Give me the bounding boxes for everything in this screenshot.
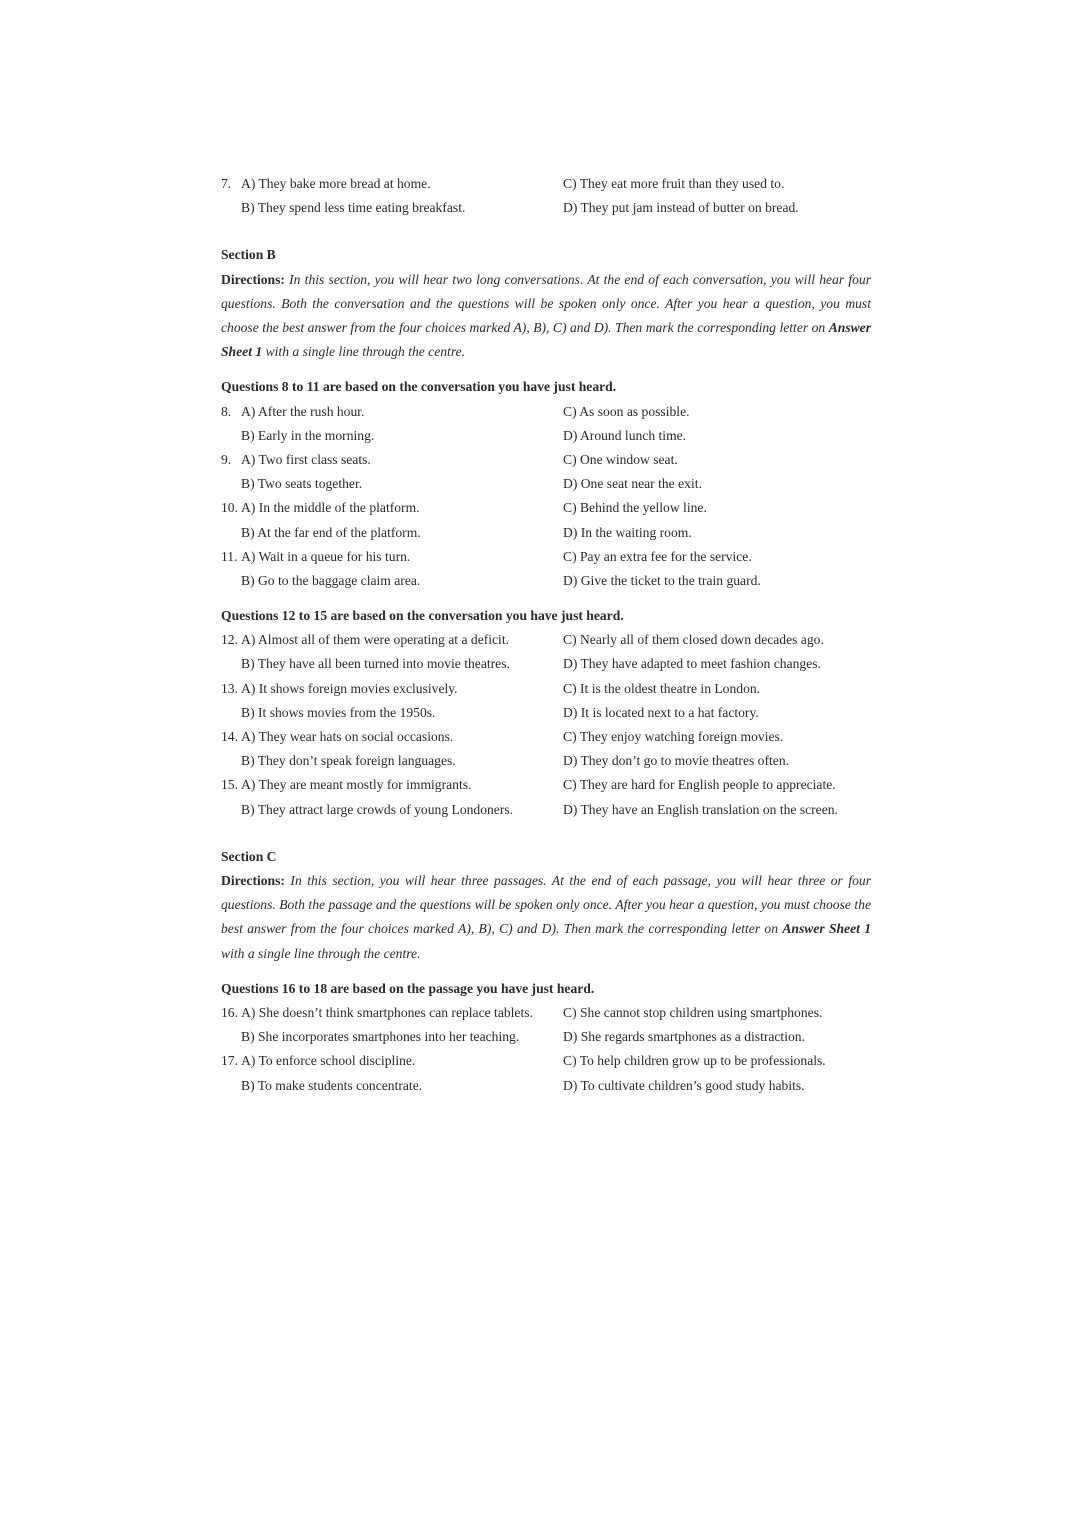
question-12	[221, 628, 871, 676]
option-a: A) To enforce school discipline.	[241, 1053, 416, 1069]
option-d: D) They put jam instead of butter on bread.	[563, 200, 799, 216]
option-d: D) They have an English translation on the screen.	[563, 801, 838, 817]
question-16	[221, 1001, 871, 1049]
option-a: A) She doesn’t think smartphones can replace tablets.	[241, 1004, 533, 1020]
directions-label: Directions:	[221, 872, 285, 888]
option-c: C) Behind the yellow line.	[563, 500, 707, 516]
option-c: C) One window seat.	[563, 451, 678, 467]
question-number: 15.	[221, 777, 238, 793]
question-number: 14.	[221, 729, 238, 744]
option-a: A) After the rush hour.	[241, 403, 365, 419]
option-b: B) They spend less time eating breakfast.	[241, 200, 466, 216]
directions-label: Directions:	[221, 271, 285, 287]
question-8	[221, 400, 871, 448]
question-number: 9.	[221, 451, 232, 467]
question-number: 16.	[221, 1004, 238, 1020]
option-d: D) Give the ticket to the train guard.	[563, 572, 761, 588]
section-c-directions	[221, 869, 871, 966]
option-b: B) To make students concentrate.	[241, 1077, 423, 1093]
question-number: 17.	[221, 1053, 238, 1069]
question-list	[221, 628, 871, 822]
option-c: C) They are hard for English people to appreciate.	[563, 777, 836, 793]
section-b-directions	[221, 268, 871, 365]
option-d: D) One seat near the exit.	[563, 476, 702, 492]
question-list	[221, 400, 871, 594]
question-group-heading: Questions 12 to 15 are based on the conversation you have just heard.	[221, 608, 624, 624]
question-11	[221, 545, 871, 593]
option-a: A) They are meant mostly for immigrants.	[241, 777, 472, 793]
directions-text: In this section, you will hear three passages. At the end of each passage, you will hear three or four questions. Both the passage and the questions will be spoken only once. After you hear a question, you must choose the best answer from the four choices marked A), B), C) and D). Then mark the corresponding letter on	[221, 872, 871, 937]
section-b-title: Section B	[221, 247, 276, 263]
option-c: C) They eat more fruit than they used to.	[563, 176, 785, 191]
option-b: B) They don’t speak foreign languages.	[241, 753, 456, 769]
question-number: 10.	[221, 500, 238, 516]
option-a: A) Almost all of them were operating at a deficit.	[241, 632, 510, 648]
option-b: B) They attract large crowds of young Londoners.	[241, 801, 514, 817]
option-d: D) They don’t go to movie theatres often.	[563, 753, 790, 769]
question-list	[221, 1001, 871, 1098]
option-a: A) Wait in a queue for his turn.	[241, 548, 411, 564]
directions-text: In this section, you will hear two long conversations. At the end of each conversation, you will hear four questions. Both the conversation and the questions will be spoken only once. After you hear a question, you must choose the best answer from the four choices marked A), B), C) and D). Then mark the corresponding letter on	[221, 271, 871, 335]
option-a: A) In the middle of the platform.	[241, 500, 420, 516]
option-b: B) At the far end of the platform.	[241, 524, 421, 540]
option-d: D) In the waiting room.	[563, 524, 692, 540]
option-c: C) She cannot stop children using smartphones.	[563, 1004, 823, 1020]
option-d: D) They have adapted to meet fashion changes.	[563, 656, 821, 672]
option-c: C) It is the oldest theatre in London.	[563, 680, 761, 696]
option-d: D) She regards smartphones as a distraction.	[563, 1029, 805, 1045]
option-c: C) Pay an extra fee for the service.	[563, 548, 752, 564]
option-b: B) It shows movies from the 1950s.	[241, 704, 436, 720]
question-number: 8.	[221, 403, 232, 419]
option-b: B) She incorporates smartphones into her teaching.	[241, 1029, 520, 1045]
directions-tail: with a single line through the centre.	[262, 344, 466, 360]
option-b: B) Two seats together.	[241, 476, 363, 492]
question-14	[221, 725, 871, 773]
option-c: C) As soon as possible.	[563, 403, 690, 419]
option-c: C) They enjoy watching foreign movies.	[563, 729, 784, 744]
question-number: 11.	[221, 548, 238, 564]
question-group-heading: Questions 16 to 18 are based on the passage you have just heard.	[221, 980, 595, 996]
question-number: 12.	[221, 632, 238, 648]
question-number: 7.	[221, 176, 232, 191]
question-7	[221, 172, 871, 220]
option-d: D) It is located next to a hat factory.	[563, 704, 759, 720]
question-15	[221, 773, 871, 821]
answer-sheet-label: Answer Sheet 1	[221, 319, 871, 360]
question-9	[221, 448, 871, 496]
question-number: 13.	[221, 680, 238, 696]
exam-page	[221, 172, 871, 1098]
option-a: A) Two first class seats.	[241, 451, 371, 467]
option-d: D) To cultivate children’s good study habits.	[563, 1077, 805, 1093]
question-10	[221, 496, 871, 544]
option-c: C) Nearly all of them closed down decades ago.	[563, 632, 824, 648]
option-a: A) They wear hats on social occasions.	[241, 729, 454, 744]
option-a: A) It shows foreign movies exclusively.	[241, 680, 458, 696]
question-group-heading: Questions 8 to 11 are based on the conversation you have just heard.	[221, 379, 617, 395]
directions-tail: with a single line through the centre.	[221, 945, 421, 961]
option-b: B) They have all been turned into movie theatres.	[241, 656, 510, 672]
option-d: D) Around lunch time.	[563, 427, 687, 443]
option-b: B) Go to the baggage claim area.	[241, 572, 421, 588]
question-13	[221, 677, 871, 725]
option-a: A) They bake more bread at home.	[241, 176, 431, 191]
option-c: C) To help children grow up to be professionals.	[563, 1053, 826, 1069]
section-c-title: Section C	[221, 848, 277, 864]
answer-sheet-label: Answer Sheet 1	[782, 921, 872, 937]
option-b: B) Early in the morning.	[241, 427, 375, 443]
question-17	[221, 1049, 871, 1097]
